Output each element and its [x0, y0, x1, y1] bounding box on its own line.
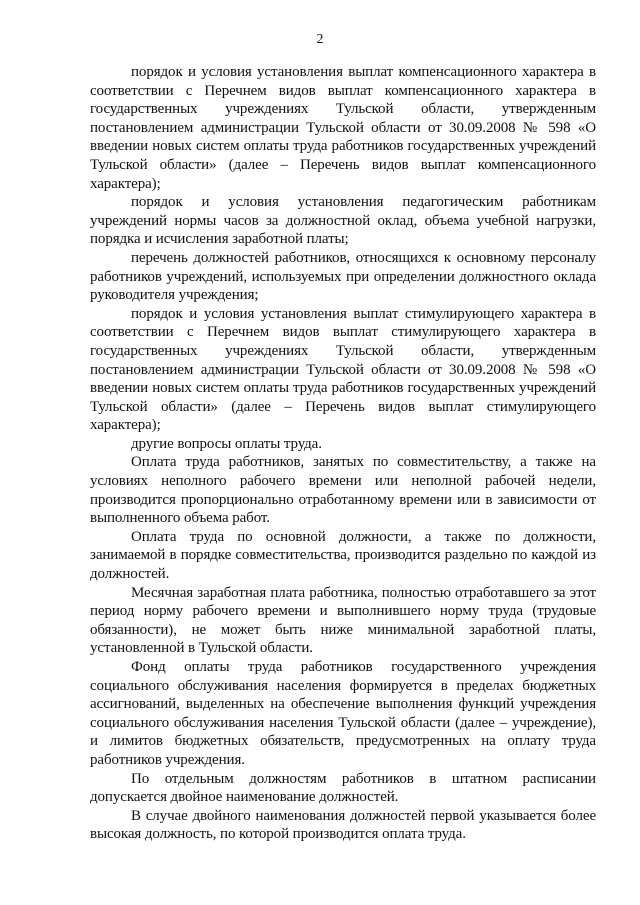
paragraph-minimum-wage: Месячная заработная плата работника, полностью отработавшего за этот период норму рабочего времени и выполнившего норму труда (трудовые обязанности), не может быть ниже минимальной заработной платы, установленной в Тульской области.: [90, 584, 596, 657]
paragraph-double-title: По отдельным должностям работников в штатном расписании допускается двойное наименование должностей.: [90, 770, 596, 806]
paragraph-other-questions: другие вопросы оплаты труда.: [131, 435, 322, 452]
paragraph-payroll-fund: Фонд оплаты труда работников государственного учреждения социального обслуживания населения формируется в пределах бюджетных ассигнований, выделенных на обеспечение выполнения функций учреждения социального обслуживания населения Тульской области (далее – учреждение), и лимитов бюджетных обязательств, предусмотренных на оплату труда работников учреждения.: [90, 659, 596, 768]
page-number: 2: [316, 32, 324, 47]
paragraph-higher-position: В случае двойного наименования должностей первой указывается более высокая должность, по которой производится оплата труда.: [90, 807, 596, 843]
document-body: [90, 63, 596, 844]
paragraph-compensation-payments: порядок и условия установления выплат компенсационного характера в соответствии с Перечнем видов выплат компенсационного характера в государственных учреждениях Тульской области, утвержденным постановлением администрации Тульской области от 30.09.2008 № 598 «О введении новых систем оплаты труда работников государственных учреждений Тульской области» (далее – Перечень видов выплат компенсационного характера);: [90, 64, 596, 192]
paragraph-teaching-hours: порядок и условия установления педагогическим работникам учреждений нормы часов за должностной оклад, объема учебной нагрузки, порядка и исчисления заработной платы;: [90, 194, 596, 248]
paragraph-incentive-payments: порядок и условия установления выплат стимулирующего характера в соответствии с Перечнем видов выплат стимулирующего характера в государственных учреждениях Тульской области, утвержденным постановлением администрации Тульской области от 30.09.2008 № 598 «О введении новых систем оплаты труда работников государственных учреждений Тульской области» (далее – Перечень видов выплат стимулирующего характера);: [90, 305, 596, 434]
paragraph-part-time-pay: Оплата труда работников, занятых по совместительству, а также на условиях неполного рабочего времени или неполной рабочей недели, производится пропорционально отработанному времени или в зависимости от выполненного объема работ.: [90, 454, 596, 527]
paragraph-core-staff-list: перечень должностей работников, относящихся к основному персоналу работников учреждений, используемых при определении должностного оклада руководителя учреждения;: [90, 249, 596, 304]
paragraph-separate-pay: Оплата труда по основной должности, а также по должности, занимаемой в порядке совместительства, производится раздельно по каждой из должностей.: [90, 528, 596, 583]
